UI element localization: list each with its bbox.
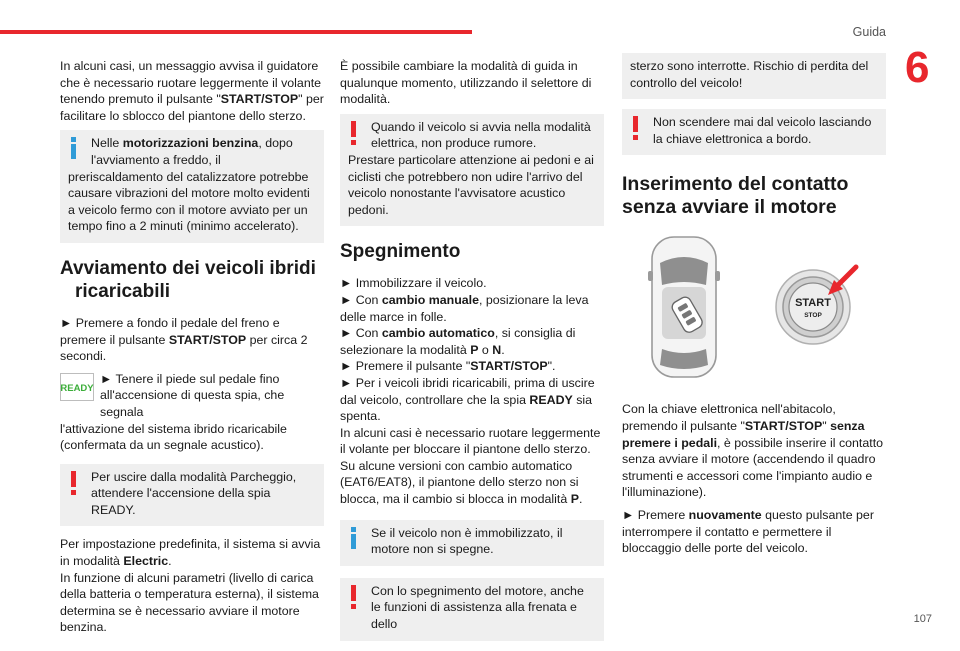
column-1: [60, 58, 324, 642]
ignition-heading: Inserimento del contatto senza avviare il motore: [622, 173, 849, 219]
section-title: Guida: [852, 25, 886, 39]
info-icon: [69, 137, 79, 161]
default-mode-paragraph: Per impostazione predefinita, il sistema si avvia in modalità Electric.: [60, 537, 321, 569]
hybrid-step-2: READY ► Tenere il piede sul pedale fino all'accensione di questa spia, che segnala l'attivazione del sistema ibrido ricaricabile (confermata da un segnale acustico).: [60, 371, 287, 453]
shutdown-heading: Spegnimento: [340, 241, 461, 263]
svg-text:START: START: [795, 297, 831, 310]
info-note-petrol: [60, 130, 324, 243]
mode-change-paragraph: È possibile cambiare la modalità di guida in qualunque momento, utilizzando il selettore di modalità.: [340, 59, 592, 107]
start-stop-illustration: [622, 237, 886, 377]
steering-unlock-paragraph: In alcuni casi, un messaggio avvisa il guidatore che è necessario ruotare leggermente il volante tenendo premuto il pulsante "START/STOP" per facilitare lo sblocco del piantone dello sterzo.: [60, 59, 324, 123]
svg-text:READY: READY: [60, 382, 94, 394]
column-3: [622, 53, 886, 563]
info-icon: [349, 527, 359, 551]
car-and-button-drawing: [622, 237, 886, 377]
header-accent-bar: [0, 30, 472, 34]
warning-note-parking: Per uscire dalla modalità Parcheggio, attendere l'accensione della spia READY.: [60, 464, 324, 527]
note-text: Nelle motorizzazioni benzina, dopo l'avviamento a freddo, il: [91, 136, 293, 167]
ready-indicator-icon: [60, 373, 94, 401]
hybrid-start-heading: Avviamento dei veicoli ibridi ricaricabili: [60, 257, 316, 302]
warning-icon: [69, 471, 79, 495]
warning-note-assist: Con lo spegnimento del motore, anche le funzioni di assistenza alla frenata e dello: [340, 578, 604, 641]
warning-icon: [349, 585, 359, 609]
ignition-off-paragraph: ► Premere nuovamente questo pulsante per interrompere il contatto e permettere il bloccaggio delle porte del veicolo.: [622, 507, 874, 556]
car-top-view-icon: [648, 237, 720, 377]
page-number: 107: [913, 613, 932, 625]
warning-note-steering-cont: sterzo sono interrotte. Rischio di perdita del controllo del veicolo!: [622, 53, 886, 99]
hybrid-step-1: ► Premere a fondo il pedale del freno e premere il pulsante START/STOP per circa 2 secondi.: [60, 315, 308, 364]
warning-icon: [349, 121, 359, 145]
shutdown-steps: ► Immobilizzare il veicolo. ► Con cambio manuale, posizionare la leva delle marce in folle. ► Con cambio automatico, si consiglia di selezionare la modalità P o N. ► Premere il pulsante "START/STOP". ► Per i veicoli ibridi ricaricabili, prima di uscire dal veicolo, controllare che la spia READY sia spenta. In alcuni casi è necessario ruotare leggermente il volante per bloccare il piantone dello sterzo. Su alcune versioni con cambio automatico (EAT6/EAT8), il piantone dello sterzo non si blocca, ma il cambio si blocca in modalità P.: [340, 276, 601, 507]
parameters-paragraph: In funzione di alcuni parametri (livello di carica della batteria o temperatura esterna), il sistema determina se è necessario avviare il motore benzina.: [60, 570, 319, 635]
warning-note-key: Non scendere mai dal veicolo lasciando la chiave elettronica a bordo.: [622, 109, 886, 155]
svg-text:STOP: STOP: [804, 312, 822, 320]
start-stop-button-icon: [776, 267, 856, 344]
warning-icon: [631, 116, 641, 140]
chapter-number: 6: [905, 43, 930, 92]
info-note-immobilized: Se il veicolo non è immobilizzato, il motore non si spegne.: [340, 520, 604, 566]
column-2: [340, 58, 604, 651]
note-text-continued: preriscaldamento del catalizzatore potrebbe causare vibrazioni del motore molto evidenti a veicolo fermo con il motore avviato per un tempo fino a 2 minuti (minimo accelerato).: [68, 169, 310, 234]
warning-note-electric: Quando il veicolo si avvia nella modalità elettrica, non produce rumore. Prestare particolare attenzione ai pedoni e ai ciclisti che potrebbero non udire l'arrivo del veicolo nonostante l'avvisatore acustico pedoni.: [340, 114, 604, 227]
ignition-paragraph: Con la chiave elettronica nell'abitacolo, premendo il pulsante "START/STOP" senza premere i pedali, è possibile inserire il contatto senza avviare il motore (accendendo il quadro strumenti e accessori come l'impianto audio e l'illuminazione).: [622, 402, 884, 500]
